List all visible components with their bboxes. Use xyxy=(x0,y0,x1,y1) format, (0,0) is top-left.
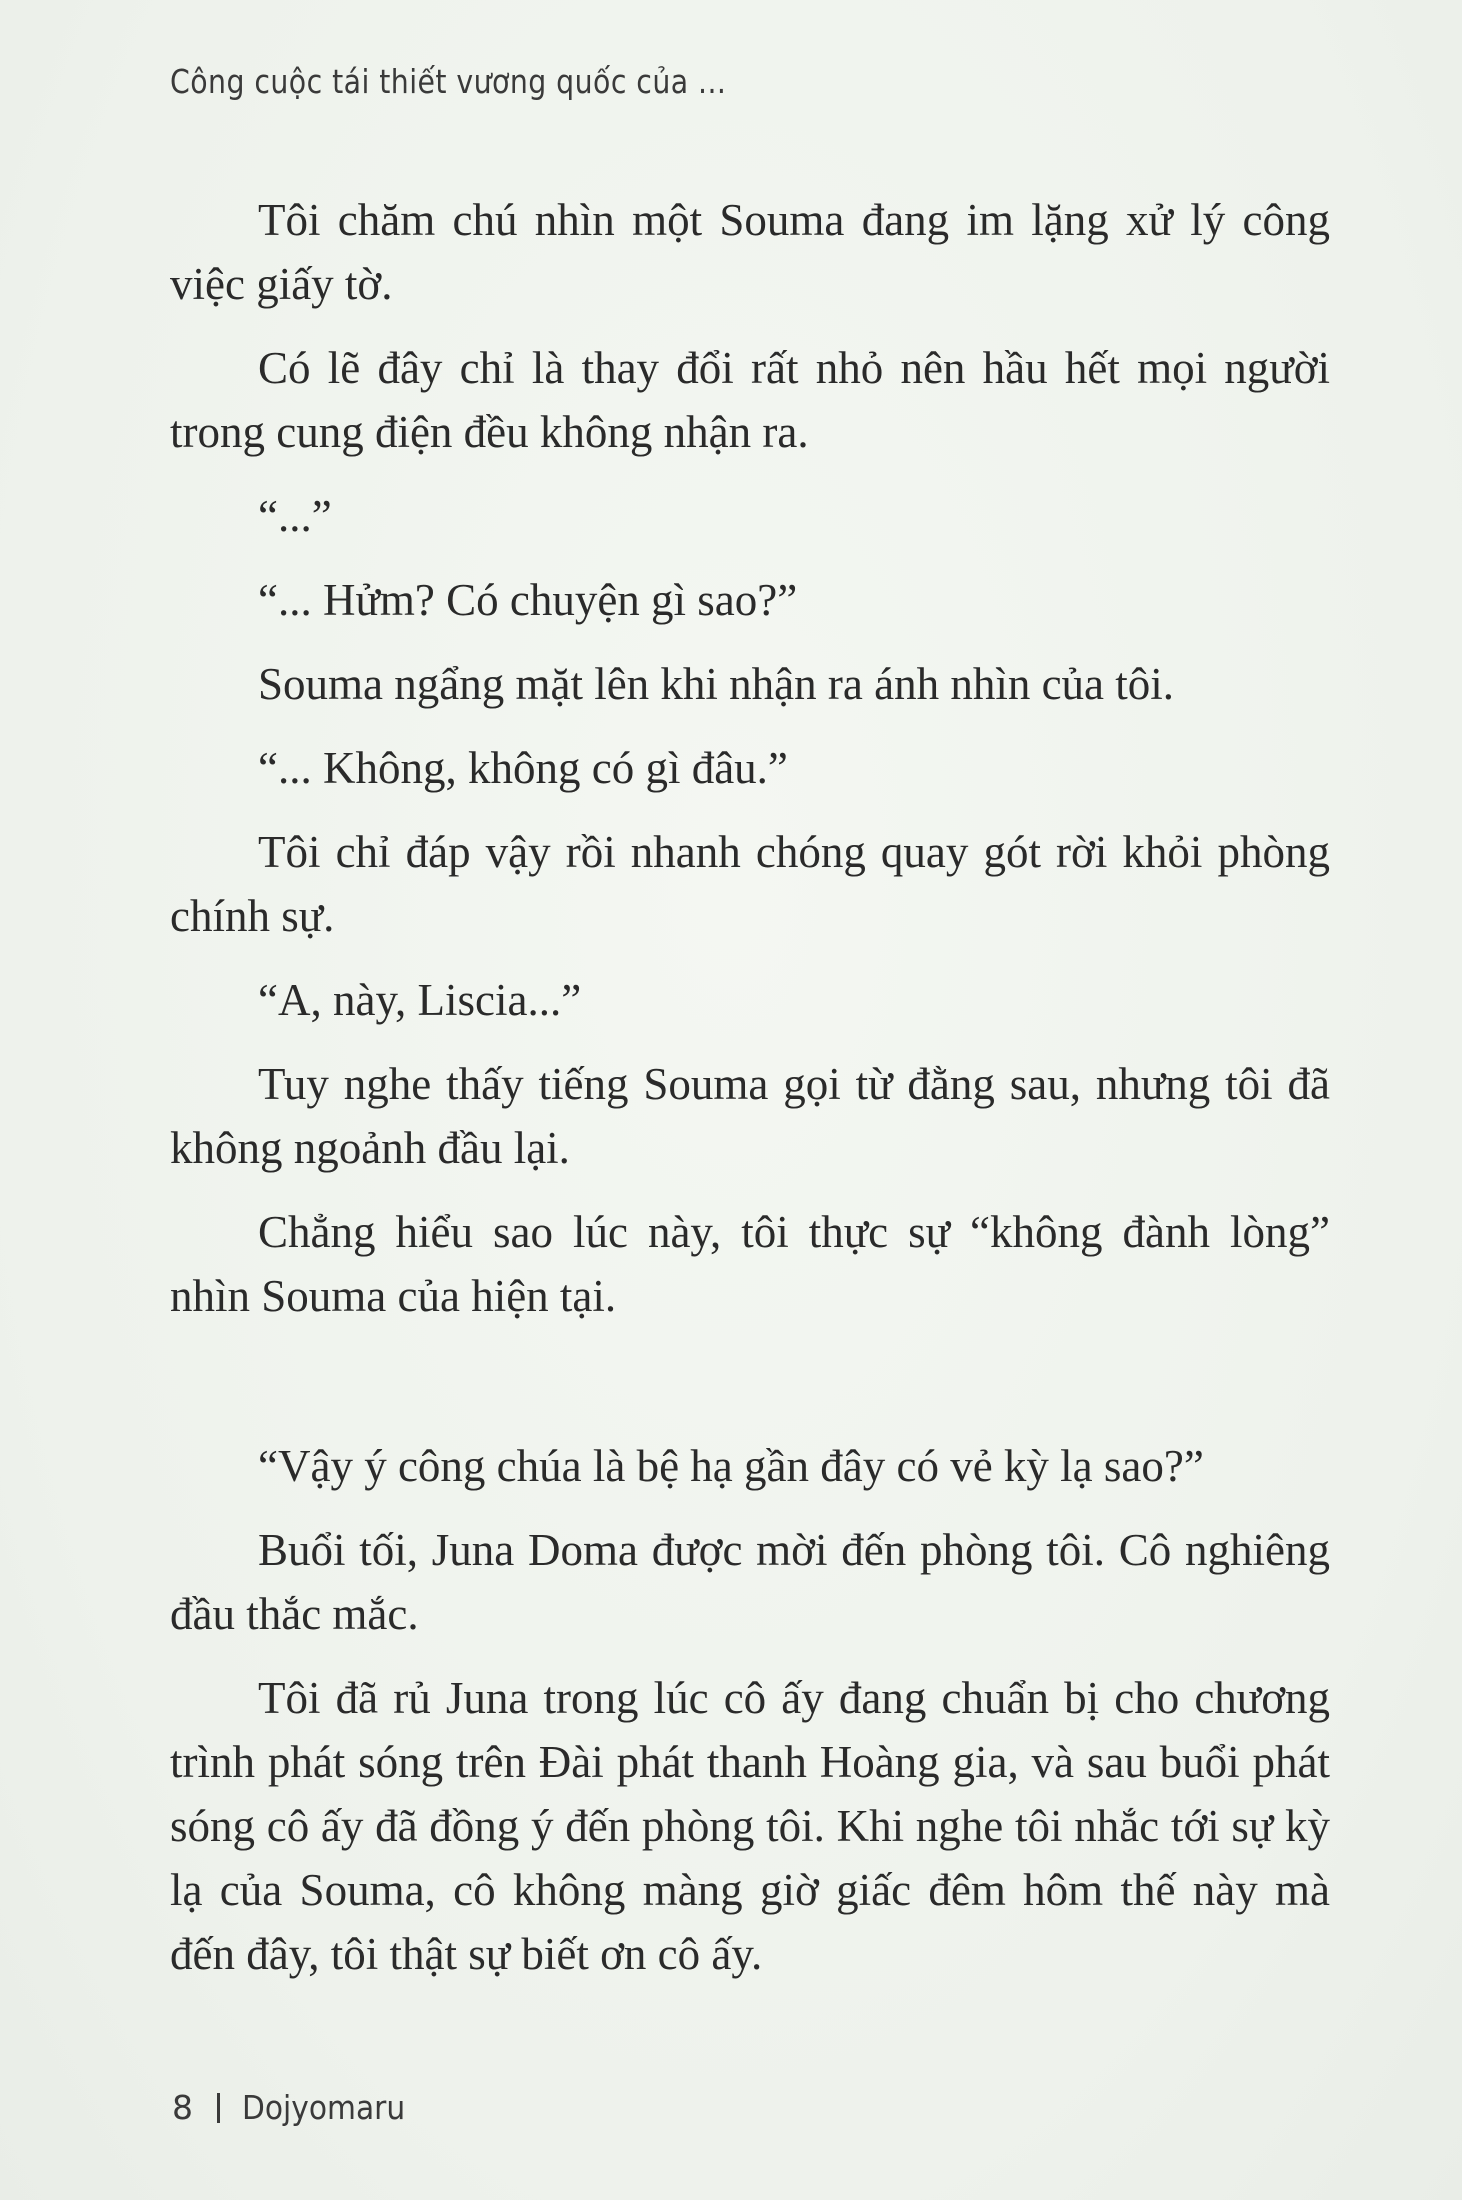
paragraph: Có lẽ đây chỉ là thay đổi rất nhỏ nên hầu hết mọi người trong cung điện đều không nhận ra. xyxy=(170,343,1330,457)
paragraph: Buổi tối, Juna Doma được mời đến phòng tôi. Cô nghiêng đầu thắc mắc. xyxy=(170,1525,1330,1639)
paragraph: Tôi chăm chú nhìn một Souma đang im lặng xử lý công việc giấy tờ. xyxy=(170,195,1330,309)
scene-break xyxy=(170,1328,1330,1434)
paragraph: “...” xyxy=(258,491,332,541)
paragraph: Tôi đã rủ Juna trong lúc cô ấy đang chuẩn bị cho chương trình phát sóng trên Đài phát thanh Hoàng gia, và sau buổi phát sóng cô ấy đã đồng ý đến phòng tôi. Khi nghe tôi nhắc tới sự kỳ lạ của Souma, cô không màng giờ giấc đêm hôm thế này mà đến đây, tôi thật sự biết ơn cô ấy. xyxy=(170,1673,1330,1979)
page-footer xyxy=(172,2088,423,2127)
paragraph: Tôi chỉ đáp vậy rồi nhanh chóng quay gót rời khỏi phòng chính sự. xyxy=(170,827,1330,941)
folio-divider xyxy=(217,2093,220,2123)
paragraph: Souma ngẩng mặt lên khi nhận ra ánh nhìn của tôi. xyxy=(258,659,1175,709)
paragraph: Tuy nghe thấy tiếng Souma gọi từ đằng sau, nhưng tôi đã không ngoảnh đầu lại. xyxy=(170,1059,1330,1173)
running-head: Công cuộc tái thiết vương quốc của ... xyxy=(170,62,727,101)
paragraph: “... Hửm? Có chuyện gì sao?” xyxy=(258,575,798,625)
paragraph: “... Không, không có gì đâu.” xyxy=(258,743,788,793)
paragraph: Chẳng hiểu sao lúc này, tôi thực sự “không đành lòng” nhìn Souma của hiện tại. xyxy=(170,1207,1330,1321)
paragraph: “Vậy ý công chúa là bệ hạ gần đây có vẻ kỳ lạ sao?” xyxy=(258,1441,1204,1491)
paragraph: “A, này, Liscia...” xyxy=(258,975,582,1025)
page-number: 8 xyxy=(172,2088,193,2127)
body-text xyxy=(170,188,1330,1986)
author-name: Dojyomaru xyxy=(242,2088,406,2127)
